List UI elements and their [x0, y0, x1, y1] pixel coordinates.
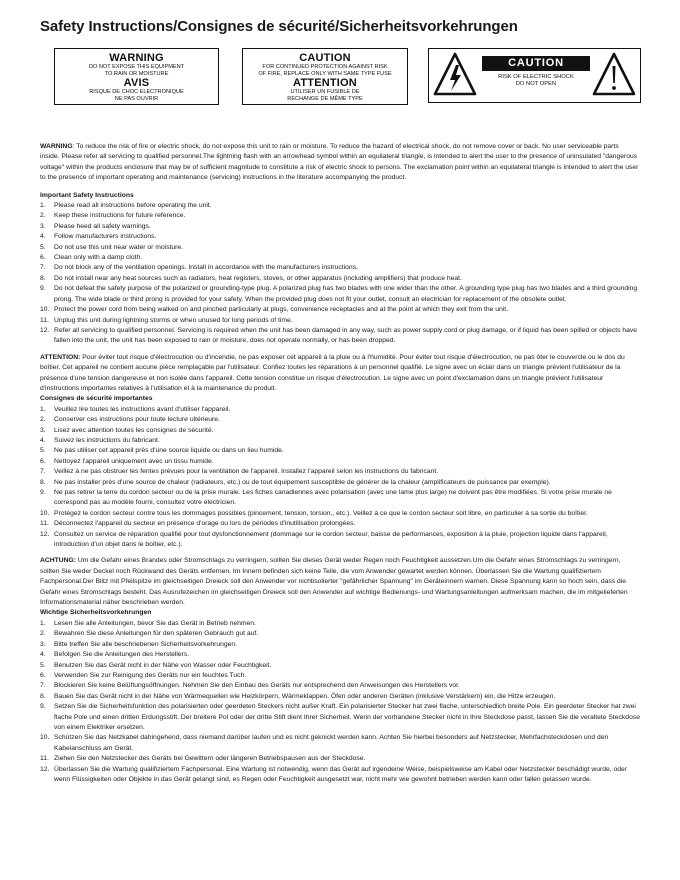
- list-item-number: 8.: [40, 478, 46, 486]
- french-attention-text: Pour éviter tout risque d'électrocution ou d'incendie, ne pas exposer cet appareil à la pluie ou à l'humidité. Pour éviter tout risque d'électrocution, ne pas ôter le couvercle ou le dos du boîtier. Cet appareil ne contient aucune pièce remplaçable par l'utilisateur. Confiez toutes les réparations à un personnel qualifié. Le signe avec un éclair dans un triangle prévient l'utilisateur de la présence d'une tension dangereuse et non isolée dans l'appareil. Cette tension constitue un risque d'électrocution. Le signe avec un point d'exclamation dans un triangle prévient l'utilisateur d'instructions importantes relatives à l'utilisation et à la maintenance du produit.: [40, 353, 625, 392]
- list-item: [40, 415, 640, 425]
- list-item-text: Refer all servicing to qualified personnel. Servicing is required when the unit has been damaged in any way, such as power supply cord or plug damage, or if liquid has been spilled or objects have fallen into the unit, the unit has been exposed to rain or moisture, does not operate normally, or has been dropped.: [54, 326, 637, 345]
- list-item: [40, 426, 640, 436]
- list-item: [40, 243, 640, 253]
- list-item-text: Protect the power cord from being walked on and pinched particularly at plugs, convenience receptacles and at the point at which they exit from the unit.: [54, 306, 509, 314]
- list-item: [40, 629, 640, 639]
- list-item: [40, 478, 640, 488]
- list-item-text: Ziehen Sie den Netzstecker des Geräts bei Gewittern oder längeren Betriebspausen aus der Steckdose.: [54, 755, 366, 763]
- list-item: [40, 253, 640, 263]
- list-item: [40, 661, 640, 671]
- german-instructions-list: [40, 619, 640, 786]
- list-item-number: 9.: [40, 489, 46, 496]
- lightning-triangle-icon: [433, 51, 477, 97]
- list-item-number: 5.: [40, 243, 46, 251]
- list-item-text: Déconnectez l'appareil du secteur en présence d'orage ou lors de périodes d'inutilisation prolongées.: [54, 520, 356, 528]
- list-item-number: 10.: [40, 509, 50, 517]
- exclamation-triangle-icon: [592, 51, 636, 97]
- french-instructions-list: [40, 405, 640, 551]
- list-item-text: Consultez un service de réparation qualifié pour tout dysfonctionnement (dommage sur le cordon secteur, baisse de performances, exposition à la pluie, projection liquide dans l'appareil, introduction d'un objet dans le boîtier, etc.).: [54, 530, 608, 549]
- list-item-text: Veuillez lire toutes les instructions avant d'utiliser l'appareil.: [54, 405, 231, 413]
- list-item-number: 1.: [40, 405, 46, 413]
- list-item-text: Bitte treffen Sie alle beschriebenen Sicherheitsvorkehrungen.: [54, 640, 237, 648]
- attention-label-title: ATTENTION: [293, 77, 357, 89]
- list-item-text: Please heed all safety warnings.: [54, 222, 151, 230]
- list-item-number: 12.: [40, 530, 50, 538]
- list-item-number: 1.: [40, 202, 46, 210]
- list-item: [40, 457, 640, 467]
- list-item-number: 4.: [40, 436, 46, 444]
- list-item-number: 6.: [40, 254, 46, 262]
- list-item: [40, 681, 640, 691]
- list-item-text: Befolgen Sie die Anleitungen des Herstellers.: [54, 651, 190, 659]
- list-item: [40, 754, 640, 764]
- list-item-text: Schützen Sie das Netzkabel dahingehend, dass niemand darüber laufen und es nicht geknickt werden kann. Achten Sie hierbei besonders auf Netzstecker, Mehrfachsteckdosen und den Kabelanschluss am Gerät.: [54, 734, 609, 752]
- list-item-number: 5.: [40, 447, 46, 455]
- list-item-text: Conserver ces instructions pour toute lecture ultérieure.: [54, 416, 220, 424]
- list-item-number: 11.: [40, 520, 49, 528]
- list-item: [40, 446, 640, 456]
- list-item-text: Do not use this unit near water or moisture.: [54, 243, 184, 251]
- list-item: [40, 519, 640, 529]
- list-item-number: 8.: [40, 274, 46, 282]
- list-item-text: Benutzen Sie das Gerät nicht in der Nähe von Wasser oder Feuchtigkeit.: [54, 661, 272, 669]
- french-safety-heading: Consignes de sécurité importantes: [40, 395, 153, 403]
- list-item-text: Keep these instructions for future reference.: [54, 212, 186, 220]
- list-item-text: Lisez avec attention toutes les consignes de sécurité.: [54, 426, 214, 434]
- list-item-text: Setzen Sie die Sicherheitsfunktion des polarisierten oder geerdeten Steckers nicht außer Kraft. Ein polarisierter Stecker hat zwei flache, unterschiedlich breite Pole. Ein geerdeter Stecker hat zwei flache Pole und einen dritten Erdungsstift. Der breitere Pol oder der dritte Stift dient Ihrer Sicherheit. Wenn der vorhandene Stecker nicht in Ihre Steckdose passt, lassen Sie die veraltete Steckdose von einem Elektriker ersetzen.: [54, 703, 640, 731]
- list-item-number: 1.: [40, 619, 46, 627]
- list-item-text: Please read all instructions before operating the unit.: [54, 202, 212, 210]
- shock-label-center: [482, 56, 590, 88]
- list-item: [40, 211, 640, 221]
- list-item-text: Bewahren Sie diese Anleitungen für den späteren Gebrauch gut auf.: [54, 630, 259, 638]
- list-item: [40, 671, 640, 681]
- list-item: [40, 619, 640, 629]
- warning-label-line: TO RAIN OR MOISTURE: [104, 71, 169, 77]
- list-item-number: 4.: [40, 651, 46, 659]
- list-item: [40, 232, 640, 242]
- list-item-number: 10.: [40, 306, 50, 314]
- french-attention-paragraph: [40, 353, 640, 395]
- list-item-number: 7.: [40, 682, 46, 690]
- list-item-text: Veillez à ne pas obstruer les fentes prévues pour la ventilation de l'appareil. Installez l'appareil selon les instructions du fabricant.: [54, 468, 439, 476]
- list-item-number: 7.: [40, 468, 46, 476]
- shock-caution-line: DO NOT OPEN: [515, 81, 557, 87]
- list-item-number: 11.: [40, 755, 49, 763]
- list-item: [40, 201, 640, 211]
- list-item: [40, 467, 640, 477]
- list-item-number: 5.: [40, 661, 46, 669]
- shock-caution-text: [482, 74, 590, 88]
- shock-caution-title: CAUTION: [482, 56, 590, 71]
- german-achtung-text: Um die Gefahr eines Brandes oder Stromschlags zu verringern, sollten Sie dieses Gerät weder Regen noch Feuchtigkeit aussetzen.Um die Gefahr eines Stromschlags zu verringern, sollten Sie weder Deckel noch Rückwand des Geräts entfernen. Im Innern befinden sich keine Teile, die vom Anwender gewartet werden können. Überlassen Sie die Wartung qualifiziertem Fachpersonal.Der Blitz mit Pfeilspitze im gleichseitigen Dreieck soll den Anwender vor nichtisolierter "gefährlicher Spannung" im Geräteinnern warnen. Diese Spannung kann so hoch sein, dass die Gefahr eines Stromschlags besteht. Das Ausrufezeichen im gleichseitigen Dreieck soll den Anwender auf wichtige Bedienungs- und Wartungsanleitungen aufmerksam machen, die im mitgelieferten Informationsmaterial näher beschrieben werden.: [40, 557, 628, 607]
- french-attention-label: ATTENTION:: [40, 353, 81, 361]
- list-item: [40, 692, 640, 702]
- list-item: [40, 436, 640, 446]
- list-item-text: Clean only with a damp cloth.: [54, 254, 143, 262]
- list-item-number: 2.: [40, 630, 46, 638]
- list-item: [40, 326, 640, 347]
- electric-shock-label-box: [428, 48, 641, 103]
- list-item-number: 11.: [40, 316, 49, 324]
- list-item-text: Protégez le cordon secteur contre tous les dommages possibles (pincement, tension, torsion,, etc.). Veillez à ce que le cordon secteur soit libre, en particulier à sa sortie du boîtier.: [54, 509, 588, 517]
- caution-label-line: OF FIRE, REPLACE ONLY WITH SAME TYPE FUSE: [258, 71, 392, 77]
- list-item-number: 2.: [40, 416, 46, 424]
- caution-label-line: FOR CONTINUED PROTECTION AGAINST RISK: [262, 64, 388, 70]
- list-item-number: 6.: [40, 671, 46, 679]
- list-item-text: Nettoyez l'appareil uniquement avec un tissu humide.: [54, 457, 214, 465]
- list-item-text: Überlassen Sie die Wartung qualifiziertem Fachpersonal. Eine Wartung ist notwendig, wenn das Gerät auf irgendeine Weise, beispielsweise am Kabel oder Netzstecker beschädigt wurde, oder wenn Flüssigkeiten oder Objekte in das Gerät gelangt sind, es Regen oder Feuchtigkeit ausgesetzt war, nicht mehr wie gewohnt betrieben werden kann oder fallen gelassen wurde.: [54, 765, 628, 783]
- english-warning-text: : To reduce the risk of fire or electric shock, do not expose this unit to rain or moisture. To reduce the hazard of electrical shock, do not remove cover or back. No user serviceable parts inside. Please refer all servicing to qualified personnel.The lightning flash with an arrowhead symbol within an equilateral triangle, is intended to alert the user to the presence of uninsulated "dangerous voltage" within the products enclosure that may be of sufficient magnitude to constitute a risk of electric shock to persons. The exclamation point within an equilateral triangle is intended to alert the user to the presence of important operating and maintenance (servicing) instructions in the literature accompanying the product.: [40, 143, 639, 182]
- attention-label-line: RECHANGE DE MÊME TYPE: [287, 96, 363, 102]
- warning-labels-row: [40, 48, 640, 138]
- list-item-text: Ne pas installer près d'une source de chaleur (radiateurs, etc.) ou de tout équipement susceptible de générer de la chaleur (amplificateurs de puissance par exemple).: [54, 478, 551, 486]
- list-item-number: 7.: [40, 264, 46, 272]
- list-item-number: 3.: [40, 222, 46, 230]
- list-item-text: Do not block any of the ventilation openings. Install in accordance with the manufacturers instructions.: [54, 264, 358, 272]
- avis-label-title: AVIS: [123, 77, 150, 89]
- caution-fuse-label-box: [242, 48, 408, 105]
- list-item: [40, 650, 640, 660]
- list-item: [40, 316, 640, 326]
- list-item-number: 3.: [40, 426, 46, 434]
- list-item-text: Blockieren Sie keine Belüftungsöffnungen. Nehmen Sie den Einbau des Geräts nur entsprechend den Anweisungen des Herstellers vor.: [54, 682, 460, 690]
- english-warning-label: WARNING: [40, 143, 73, 150]
- list-item-number: 8.: [40, 692, 46, 700]
- list-item: [40, 509, 640, 519]
- german-safety-heading: Wichtige Sicherheitsvorkehrungen: [40, 609, 152, 617]
- list-item: [40, 488, 640, 509]
- list-item: [40, 640, 640, 650]
- list-item: [40, 765, 640, 786]
- list-item-number: 9.: [40, 285, 46, 293]
- list-item: [40, 305, 640, 315]
- list-item: [40, 405, 640, 415]
- shock-caution-line: RISK OF ELECTRIC SHOCK: [498, 74, 574, 80]
- list-item: [40, 702, 640, 733]
- warning-label-box: [54, 48, 219, 105]
- page-title: Safety Instructions/Consignes de sécurité/Sicherheitsvorkehrungen: [40, 18, 518, 35]
- list-item-number: 2.: [40, 212, 46, 220]
- warning-label-line: DO NOT EXPOSE THIS EQUIPMENT: [88, 64, 185, 70]
- german-achtung-label: ACHTUNG:: [40, 557, 76, 565]
- list-item-number: 12.: [40, 326, 50, 334]
- list-item: [40, 733, 640, 754]
- list-item-number: 9.: [40, 703, 46, 711]
- list-item: [40, 530, 640, 551]
- list-item-text: Verwenden Sie zur Reinigung des Geräts nur ein feuchtes Tuch.: [54, 671, 247, 679]
- list-item-text: Do not defeat the safety purpose of the polarized or grounding-type plug. A polarized plug has two blades with one wider than the other. A grounding type plug has two blades and a third grounding prong. The wide blade or third prong is provided for your safety. When the provided plug does not fit your outlet, consult an electrician for replacement of the obsolete outlet.: [54, 285, 638, 303]
- avis-label-line: RISQUE DE CHOC ELECTRONIQUE: [89, 89, 184, 95]
- list-item-text: Lesen Sie alle Anleitungen, bevor Sie das Gerät in Betrieb nehmen.: [54, 619, 256, 627]
- list-item: [40, 263, 640, 273]
- list-item-text: Ne pas retirer la terre du cordon secteur ou de la prise murale. Les fiches canadiennes avec polarisation (avec une lame plus large) ne doivent pas être modifiées. Si votre prise murale ne correspond pas au modèle fourni, consultez votre électricien.: [54, 489, 612, 507]
- list-item-number: 6.: [40, 457, 46, 465]
- list-item-text: Unplug this unit during lightning storms or when unused for long periods of time.: [54, 316, 293, 324]
- avis-label-line: NE PAS OUVRIR: [114, 96, 159, 102]
- list-item-text: Follow manufacturers instructions.: [54, 233, 157, 241]
- list-item: [40, 222, 640, 232]
- list-item-text: Do not install near any heat sources such as radiators, heat registers, stoves, or other apparatus (including amplifiers) that produce heat.: [54, 274, 462, 282]
- english-safety-heading: Important Safety Instructions: [40, 191, 134, 199]
- list-item-text: Ne pas utiliser cet appareil près d'une source liquide ou dans un lieu humide.: [54, 447, 284, 455]
- list-item-number: 10.: [40, 734, 50, 742]
- attention-label-line: UTILISER UN FUSIBLE DE: [290, 89, 360, 95]
- german-achtung-paragraph: [40, 556, 640, 608]
- list-item-number: 4.: [40, 233, 46, 241]
- list-item-text: Suivez les instructions du fabricant.: [54, 436, 160, 444]
- english-instructions-list: [40, 201, 640, 347]
- list-item-number: 3.: [40, 640, 46, 648]
- english-warning-paragraph: [40, 142, 640, 184]
- caution-label-title: CAUTION: [299, 52, 351, 64]
- list-item: [40, 284, 640, 305]
- warning-label-title: WARNING: [109, 52, 164, 64]
- list-item-text: Bauen Sie das Gerät nicht in der Nähe von Wärmequellen wie Heizkörpern, Wärmeklappen, Öfen oder anderen Geräten (inklusive Verstärkern) ein, die Hitze erzeugen.: [54, 692, 556, 700]
- list-item-number: 12.: [40, 765, 50, 773]
- list-item: [40, 274, 640, 284]
